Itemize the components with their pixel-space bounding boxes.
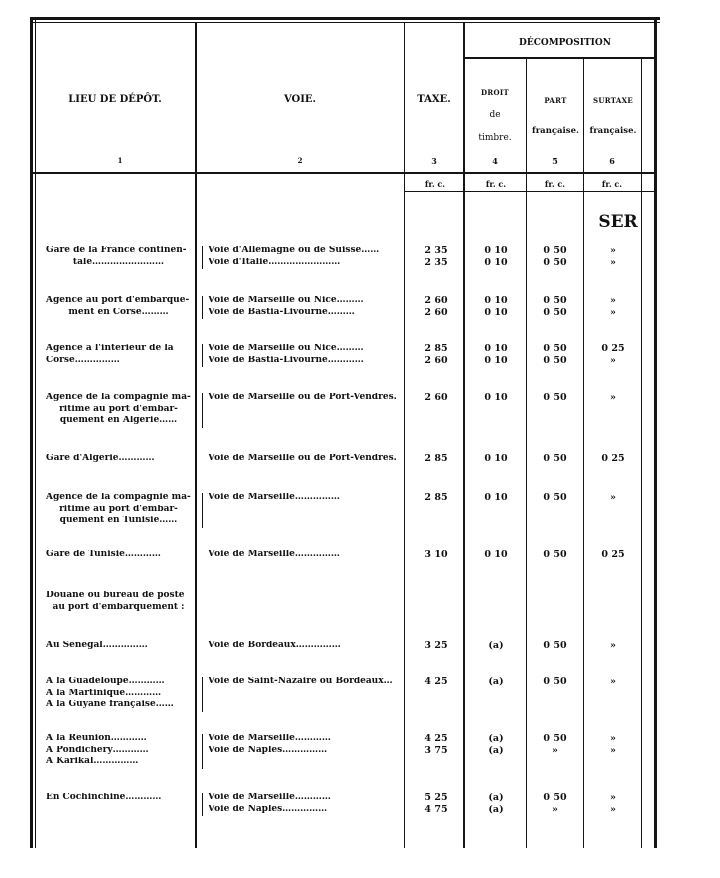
row-0-taxe-0: 2 35 [424,246,448,256]
col4-header-line2: de [489,110,501,120]
row-2-droit-0: 0 10 [484,344,508,354]
col-sep-3 [463,23,465,848]
col-sep-6 [641,58,642,848]
right-border [654,17,657,848]
left-border-inner [35,18,36,848]
row-0-surtaxe-1: » [610,257,616,267]
row-10-lieu-1: A Pondichéry………… [46,745,149,755]
decomposition-header: DÉCOMPOSITION [519,38,611,48]
row-1-lieu-1: ment en Corse……… [68,307,169,317]
col-sep-5 [583,58,584,848]
row-11-taxe-0: 5 25 [424,793,448,803]
row-4-surtaxe-0: 0 25 [601,454,625,464]
row-11-taxe-1: 4 75 [424,804,448,814]
row-11-surtaxe-0: » [610,793,616,803]
col5-unit: fr. c. [544,179,566,189]
row-1-droit-1: 0 10 [484,307,508,317]
row-6-voie-0: Voie de Marseille…………… [208,550,340,559]
row-11-surtaxe-1: » [610,804,616,814]
col4-unit: fr. c. [485,179,507,189]
row-4-part-0: 0 50 [543,454,567,464]
row-6-part-0: 0 50 [543,550,567,560]
row-8-droit-0: (a) [488,641,504,651]
row-11-droit-1: (a) [488,804,504,814]
row-1-droit-0: 0 10 [484,296,508,306]
left-border [30,18,33,848]
row-6-lieu-0: Gare de Tunisie………… [46,550,161,559]
row-10-taxe-1: 3 75 [424,745,448,755]
row-2-surtaxe-0: 0 25 [601,344,625,354]
row-0-part-1: 0 50 [543,257,567,267]
row-8-surtaxe-0: » [610,641,616,651]
row-0-droit-0: 0 10 [484,246,508,256]
col5-number: 5 [552,156,558,166]
row-9-part-0: 0 50 [543,677,567,687]
row-9-lieu-0: A la Guadeloupe………… [46,677,165,686]
col5-header-line2: française. [532,126,579,136]
row-2-lieu-0: Agence à l'intérieur de la [46,344,174,353]
row-3-voie-0: Voie de Marseille ou de Port-Vendres. [208,393,397,402]
row-0-droit-1: 0 10 [484,257,508,267]
row-11-droit-0: (a) [488,793,504,803]
row-8-taxe-0: 3 25 [424,641,448,651]
row-2-taxe-0: 2 85 [424,344,448,354]
row-10-droit-0: (a) [488,734,504,744]
row-6-taxe-0: 3 10 [424,550,448,560]
row-5-lieu-0: Agence de la compagnie ma- [46,493,191,502]
row-5-lieu-1: ritime au port d'embar- [59,504,178,514]
row-2-lieu-1: Corse…………… [46,355,120,365]
row-9-voie-0: Voie de Saint-Nazaire ou Bordeaux… [208,677,393,686]
col4-header-line1: DROIT [481,88,509,97]
row-4-taxe-0: 2 85 [424,454,448,464]
row-11-lieu-0: En Cochinchine………… [46,793,162,802]
units-line [404,191,654,192]
row-8-voie-0: Voie de Bordeaux…………… [208,641,341,650]
row-10-voie-1: Voie de Naples…………… [208,745,328,755]
row-6-droit-0: 0 10 [484,550,508,560]
col2-number: 2 [297,156,303,165]
row-9-brace [202,677,203,712]
row-11-brace [202,793,203,816]
col-sep-2 [404,23,405,848]
row-9-droit-0: (a) [488,677,504,687]
row-7-lieu-0: Douane ou bureau de poste [46,591,185,600]
row-11-part-1: » [552,804,558,814]
row-5-droit-0: 0 10 [484,493,508,503]
row-10-brace [202,734,203,769]
row-1-brace [202,296,203,319]
row-10-surtaxe-0: » [610,734,616,744]
row-2-part-1: 0 50 [543,355,567,365]
row-5-voie-0: Voie de Marseille…………… [208,493,340,502]
row-2-taxe-1: 2 60 [424,355,448,365]
col3-number: 3 [431,156,437,166]
col6-header-line2: française. [589,126,637,136]
row-2-voie-0: Voie de Marseille ou Nice……… [208,344,364,353]
row-4-lieu-0: Gare d'Algérie………… [46,454,155,463]
row-10-lieu-2: A Karikal…………… [46,757,139,766]
row-5-part-0: 0 50 [543,493,567,503]
row-3-part-0: 0 50 [543,393,567,403]
col6-unit: fr. c. [601,179,623,189]
row-3-taxe-0: 2 60 [424,393,448,403]
section-title: SER [598,212,638,232]
row-9-surtaxe-0: » [610,677,616,687]
row-3-surtaxe-0: » [610,393,616,403]
row-1-lieu-0: Agence au port d'embarque- [46,296,190,305]
col6-header-line1: SURTAXE [593,96,633,105]
col1-header: LIEU DE DÉPÔT. [68,94,162,105]
row-2-droit-1: 0 10 [484,355,508,365]
row-10-part-1: » [552,745,558,755]
row-11-voie-0: Voie de Marseille………… [208,793,331,802]
row-10-surtaxe-1: » [610,745,616,755]
row-9-taxe-0: 4 25 [424,677,448,687]
row-4-voie-0: Voie de Marseille ou de Port-Vendres. [208,454,397,463]
row-7-lieu-1: au port d'embarquement : [52,602,185,612]
row-10-voie-0: Voie de Marseille………… [208,734,331,743]
row-0-lieu-0: Gare de la France continen- [46,246,187,255]
row-9-lieu-2: A la Guyane française…… [46,700,174,709]
row-11-voie-1: Voie de Naples…………… [208,804,328,814]
row-1-taxe-1: 2 60 [424,307,448,317]
col1-number: 1 [117,156,123,165]
row-0-part-0: 0 50 [543,246,567,256]
row-2-part-0: 0 50 [543,344,567,354]
row-4-droit-0: 0 10 [484,454,508,464]
row-3-lieu-1: ritime au port d'embar- [59,404,178,414]
row-5-taxe-0: 2 85 [424,493,448,503]
row-2-brace [202,344,203,367]
row-0-surtaxe-0: » [610,246,616,256]
row-5-surtaxe-0: » [610,493,616,503]
col4-number: 4 [492,156,498,166]
row-8-lieu-0: Au Sénégal…………… [46,641,148,650]
row-0-taxe-1: 2 35 [424,257,448,267]
top-border-inner [30,22,660,23]
row-1-part-1: 0 50 [543,307,567,317]
row-2-voie-1: Voie de Bastia-Livourne………… [208,355,364,365]
row-1-voie-1: Voie de Bastia-Livourne……… [208,307,355,317]
decomp-underline [463,57,657,59]
row-11-part-0: 0 50 [543,793,567,803]
row-2-surtaxe-1: » [610,355,616,365]
col-sep-4 [526,58,527,848]
col6-number: 6 [609,156,615,166]
header-bottom-line [33,172,655,174]
col5-header-line1: PART [544,96,567,105]
row-3-brace [202,393,203,428]
col4-header-line3: timbre. [478,133,512,143]
col2-header: VOIE. [283,94,317,105]
col3-header: TAXE. [417,94,451,105]
row-3-droit-0: 0 10 [484,393,508,403]
col3-unit: fr. c. [424,179,446,189]
top-border [30,17,660,20]
row-3-lieu-0: Agence de la compagnie ma- [46,393,191,402]
row-0-voie-1: Voie d'Italie…………………… [208,257,341,267]
row-9-lieu-1: A la Martinique………… [46,688,162,698]
row-1-voie-0: Voie de Marseille ou Nice……… [208,296,364,305]
row-10-taxe-0: 4 25 [424,734,448,744]
row-1-surtaxe-0: » [610,296,616,306]
row-5-brace [202,493,203,528]
row-0-brace [202,246,203,269]
row-10-lieu-0: A la Réunion………… [46,734,147,743]
row-6-surtaxe-0: 0 25 [601,550,625,560]
row-3-lieu-2: quement en Algérie…… [59,416,178,425]
row-1-surtaxe-1: » [610,307,616,317]
row-5-lieu-2: quement en Tunisie…… [59,516,178,525]
col-sep-1 [195,23,197,848]
row-10-part-0: 0 50 [543,734,567,744]
row-8-part-0: 0 50 [543,641,567,651]
row-1-taxe-0: 2 60 [424,296,448,306]
row-0-voie-0: Voie d'Allemagne ou de Suisse…… [208,246,380,255]
row-0-lieu-1: tale…………………… [72,257,165,267]
row-10-droit-1: (a) [488,745,504,755]
row-1-part-0: 0 50 [543,296,567,306]
